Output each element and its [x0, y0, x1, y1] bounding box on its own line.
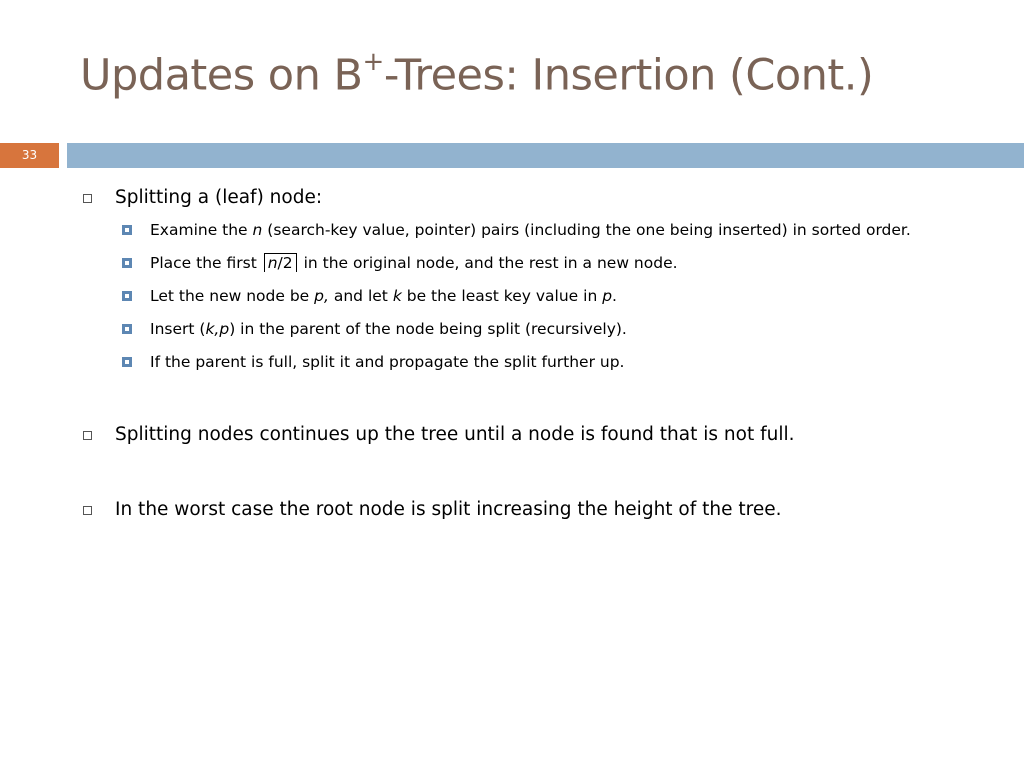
sub-bullet-insert-parent: [80, 317, 960, 341]
sub-bullet-text: Examine the: [150, 221, 253, 239]
hollow-square-bullet-icon: [83, 431, 92, 440]
sub-bullet-text: Insert (: [150, 320, 206, 338]
italic-k: k: [392, 287, 402, 305]
title-main: Updates on B: [80, 50, 363, 101]
slide-title: [80, 47, 874, 101]
square-bullet-icon: [122, 225, 132, 235]
title-rest: -Trees: Insertion (Cont.): [383, 50, 874, 101]
italic-n: n: [252, 221, 263, 239]
italic-p: p: [602, 287, 613, 305]
sub-bullet-text: ) in the parent of the node being split (recursively).: [229, 320, 627, 338]
square-bullet-icon: [122, 258, 132, 268]
italic-p: p,: [314, 287, 329, 305]
italic-n: n: [267, 254, 278, 272]
italic-kp: k,p: [205, 320, 230, 338]
hollow-square-bullet-icon: [83, 194, 92, 203]
hollow-square-bullet-icon: [83, 506, 92, 515]
ceiling-rest: /2: [277, 254, 293, 272]
sub-bullet-text: (search-key value, pointer) pairs (including the one being inserted) in sorted order.: [262, 221, 911, 239]
title-superscript: +: [362, 47, 384, 77]
bullet-text: In the worst case the root node is split increasing the height of the tree.: [115, 499, 782, 520]
sub-bullet-text: and let: [328, 287, 393, 305]
ceiling-expression: [264, 253, 297, 272]
header-band: [0, 143, 1024, 168]
square-bullet-icon: [122, 291, 132, 301]
slide-content: [80, 184, 960, 524]
bullet-text: Splitting a (leaf) node:: [115, 187, 323, 208]
sub-bullet-text: Place the first: [150, 254, 262, 272]
sub-bullet-text: in the original node, and the rest in a new node.: [298, 254, 678, 272]
bullet-worst-case: [80, 496, 960, 524]
header-bar: [67, 143, 1024, 168]
square-bullet-icon: [122, 357, 132, 367]
sub-bullet-text: be the least key value in: [401, 287, 603, 305]
bullet-text: Splitting nodes continues up the tree until a node is found that is not full.: [115, 424, 795, 445]
sub-bullet-text: .: [612, 287, 617, 305]
bullet-splitting-leaf: [80, 184, 960, 212]
sub-bullet-examine: [80, 218, 960, 242]
sub-bullet-place-first: [80, 251, 960, 275]
bullet-splitting-continues: [80, 421, 960, 449]
sub-bullet-text: If the parent is full, split it and propagate the split further up.: [150, 353, 625, 371]
slide-number: 33: [0, 143, 59, 168]
square-bullet-icon: [122, 324, 132, 334]
sub-bullet-parent-full: [80, 350, 960, 374]
sub-bullet-new-node: [80, 284, 960, 308]
sub-bullet-text: Let the new node be: [150, 287, 315, 305]
